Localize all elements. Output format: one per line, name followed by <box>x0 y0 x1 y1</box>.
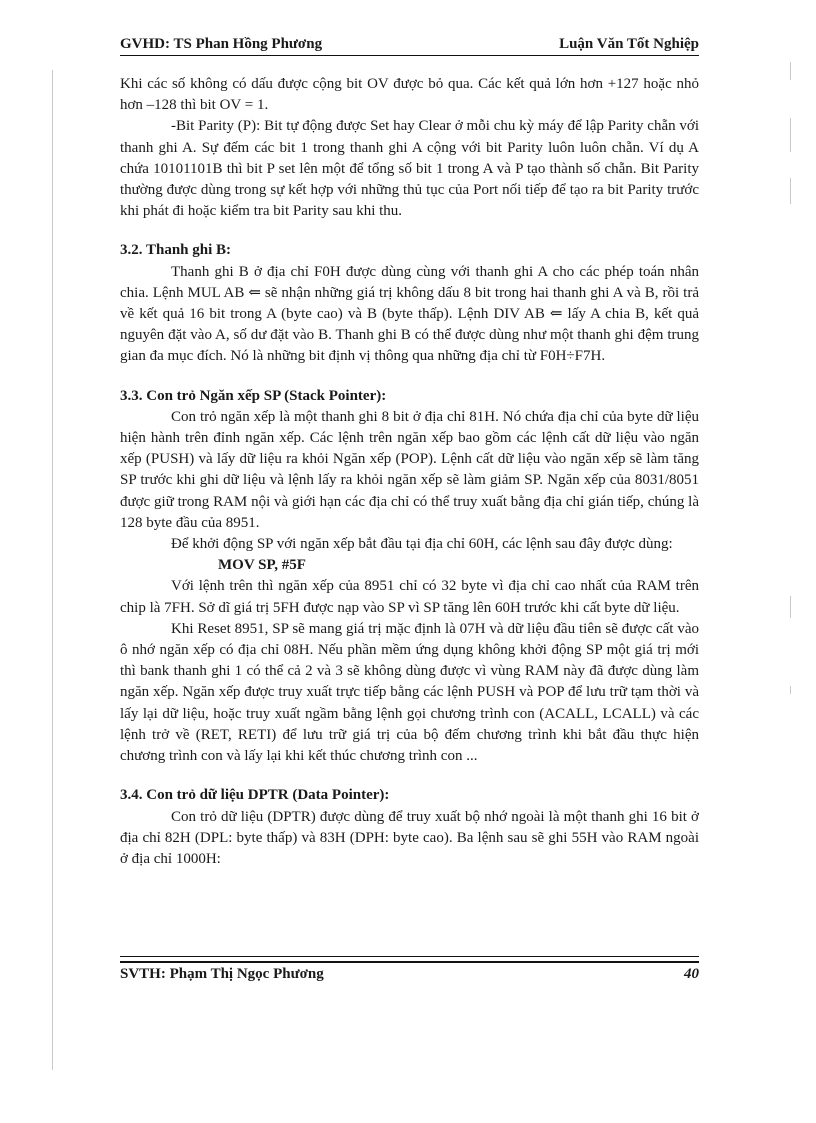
header-thesis-title: Luận Văn Tốt Nghiệp <box>559 36 699 52</box>
scan-mark <box>790 118 791 152</box>
header-supervisor: GVHD: TS Phan Hồng Phương <box>120 36 323 52</box>
paragraph-sp-size: Với lệnh trên thì ngăn xếp của 8951 chỉ có 32 byte vì địa chỉ cao nhất của RAM trên chip là 7FH. Sở dĩ giá trị 5FH được nạp vào SP vì SP tăng lên 60H trước khi cất byte dữ liệu. <box>120 578 699 616</box>
scan-mark <box>790 686 791 694</box>
paragraph-stack-pointer: Con trỏ ngăn xếp là một thanh ghi 8 bit ở địa chỉ 81H. Nó chứa địa chỉ của byte dữ liệu hiện hành trên đỉnh ngăn xếp. Các lệnh trên ngăn xếp bao gồm các lệnh cất dữ liệu vào ngăn xếp (PUSH) và lấy dữ liệu ra khỏi Ngăn xếp (POP). Lệnh cất dữ liệu vào ngăn xếp sẽ làm tăng SP trước khi ghi dữ liệu và lệnh lấy ra khỏi ngăn xếp sẽ làm giảm SP. Ngăn xếp của 8031/8051 được giữ trong RAM nội và giới hạn các địa chỉ có thể truy xuất bằng địa chỉ gián tiếp, chúng là 128 byte đầu của 8951. <box>120 408 699 531</box>
paragraph-sp-init: Để khởi động SP với ngăn xếp bắt đầu tại địa chỉ 60H, các lệnh sau đây được dùng: <box>171 536 673 553</box>
paragraph-dptr: Con trỏ dữ liệu (DPTR) được dùng để truy xuất bộ nhớ ngoài là một thanh ghi 16 bit ở địa chỉ 82H (DPL: byte thấp) và 83H (DPH: byte cao). Ba lệnh sau sẽ ghi 55H vào RAM ngoài ở địa chỉ 1000H: <box>120 808 699 867</box>
paragraph-reset: Khi Reset 8951, SP sẽ mang giá trị mặc định là 07H và dữ liệu đầu tiên sẽ được cất vào ô nhớ ngăn xếp có địa chỉ 08H. Nếu phần mềm ứng dụng không khởi động SP một giá trị mới thì bank thanh ghi 1 có thể cả 2 và 3 sẽ không dùng được vì vùng RAM này đã được dùng làm ngăn xếp. Ngăn xếp được truy xuất trực tiếp bằng các lệnh PUSH và POP để lưu trữ tạm thời và lấy lại dữ liệu, hoặc truy xuất ngầm bằng lệnh gọi chương trình con (ACALL, LCALL) và các lệnh trở về (RET, RETI) để lưu trữ giá trị của bộ đếm chương trình khi bắt đầu thực hiện chương trình con và lấy lại khi kết thúc chương trình con ... <box>120 620 699 765</box>
paragraph-register-b: Thanh ghi B ở địa chỉ F0H được dùng cùng với thanh ghi A cho các phép toán nhân chia. Lệnh MUL AB ⇐ sẽ nhận những giá trị không dấu 8 bit trong hai thanh ghi A và B, rồi trả về kết quả 16 bit trong A (byte cao) và B (byte thấp). Lệnh DIV AB ⇐ lấy A chia B, kết quả nguyên đặt vào A, số dư đặt vào B. Thanh ghi B có thể được dùng như một thanh ghi đệm trung gian đa mục đích. Nó là những bit định vị thông qua những địa chỉ từ F0H÷F7H. <box>120 263 699 365</box>
paragraph-parity: -Bit Parity (P): Bit tự động được Set hay Clear ở mỗi chu kỳ máy để lập Parity chẵn với thanh ghi A. Sự đếm các bit 1 trong thanh ghi A cộng với bit Parity luôn luôn chẵn. Ví dụ A chứa 10101101B thì bit P set lên một để tổng số bit 1 trong A và P tạo thành số chẵn. Bit Parity thường được dùng trong sự kết hợp với những thủ tục của Port nối tiếp để tạo ra bit Parity trước khi phát đi hoặc kiểm tra bit Parity sau khi thu. <box>120 118 699 220</box>
paragraph-ov: Khi các số không có dấu được cộng bit OV được bỏ qua. Các kết quả lớn hơn +127 hoặc nhỏ hơn –128 thì bit OV = 1. <box>120 76 699 114</box>
page-body <box>120 74 699 870</box>
scan-mark <box>790 596 791 618</box>
page-number: 40 <box>684 966 699 982</box>
heading-dptr: 3.4. Con trỏ dữ liệu DPTR (Data Pointer): <box>120 787 390 804</box>
code-mov-sp: MOV SP, #5F <box>218 557 306 574</box>
heading-stack-pointer: 3.3. Con trỏ Ngăn xếp SP (Stack Pointer): <box>120 387 387 404</box>
scan-mark <box>790 178 791 204</box>
footer-rule <box>120 956 699 957</box>
heading-register-b: 3.2. Thanh ghi B: <box>120 242 232 259</box>
footer-student: SVTH: Phạm Thị Ngọc Phương <box>120 966 324 982</box>
scan-mark <box>790 62 791 80</box>
scan-margin-line <box>52 70 53 1070</box>
header-rule <box>120 55 699 56</box>
footer-rule-thick <box>120 961 699 963</box>
